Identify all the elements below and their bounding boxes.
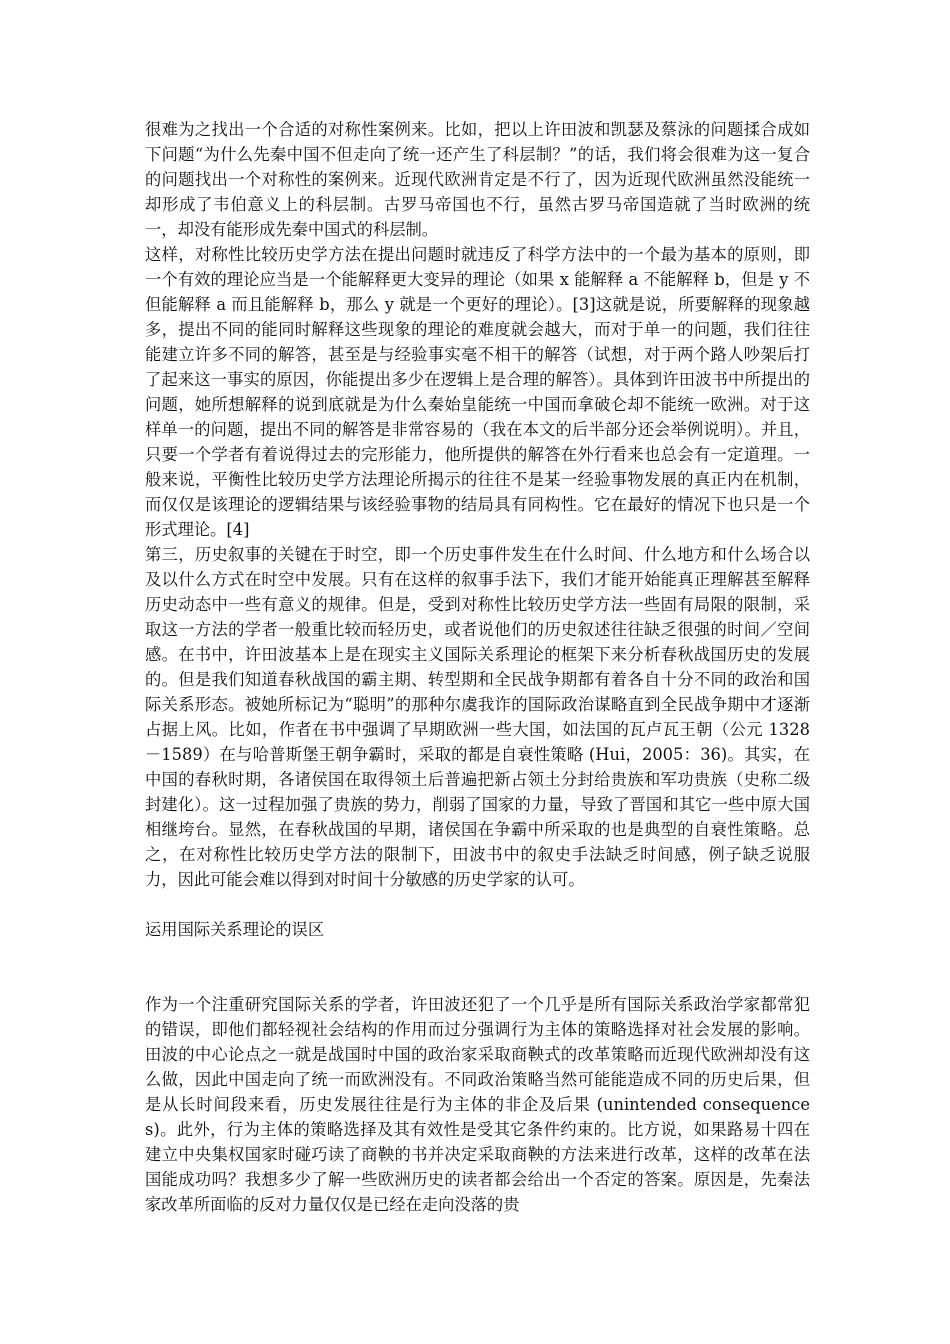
body-paragraph-2: 这样，对称性比较历史学方法在提出问题时就违反了科学方法中的一个最为基本的原则，即一个有效的理论应当是一个能解释更大变异的理论（如果 x 能解释 a 不能解释 b，但是 y 不但能解释 a 而且能解释 b，那么 y 就是一个更好的理论）。[3]这就是说，所要解释的现象越多，提出不同的能同时解释这些现象的理论的难度就会越大，而对于单一的问题，我们往往能建立许多不同的解答，甚至是与经验事实毫不相干的解答（试想，对于两个路人吵架后打了起来这一事实的原因，你能提出多少在逻辑上是合理的解答）。具体到许田波书中所提出的问题，她所想解释的说到底就是为什么秦始皇能统一中国而拿破仑却不能统一欧洲。对于这样单一的问题，提出不同的解答是非常容易的（我在本文的后半部分还会举例说明）。并且，只要一个学者有着说得过去的完形能力，他所提供的解答在外行看来也总会有一定道理。一般来说，平衡性比较历史学方法理论所揭示的往往不是某一经验事物发展的真正内在机制，而仅仅是该理论的逻辑结果与该经验事物的结局具有同构性。它在最好的情况下也只是一个形式理论。[4] bbox=[145, 245, 810, 539]
section-heading: 运用国际关系理论的误区 bbox=[145, 920, 325, 939]
body-paragraph-3: 第三，历史叙事的关键在于时空，即一个历史事件发生在什么时间、什么地方和什么场合以及以什么方式在时空中发展。只有在这样的叙事手法下，我们才能开始能真正理解甚至解释历史动态中一些有意义的规律。但是，受到对称性比较历史学方法一些固有局限的限制，采取这一方法的学者一般重比较而轻历史，或者说他们的历史叙述往往缺乏很强的时间／空间感。在书中，许田波基本上是在现实主义国际关系理论的框架下来分析春秋战国历史的发展的。但是我们知道春秋战国的霸主期、转型期和全民战争期都有着各自十分不同的政治和国际关系形态。被她所标记为“聪明”的那种尔虞我诈的国际政治谋略直到全民战争期中才逐渐占据上风。比如，作者在书中强调了早期欧洲一些大国，如法国的瓦卢瓦王朝（公元 1328－1589）在与哈普斯堡王朝争霸时，采取的都是自衰性策略 (Hui，2005：36)。其实，在中国的春秋时期，各诸侯国在取得领土后普遍把新占领土分封给贵族和军功贵族（史称二级封建化）。这一过程加强了贵族的势力，削弱了国家的力量，导致了晋国和其它一些中原大国相继垮台。显然，在春秋战国的早期，诸侯国在争霸中所采取的也是典型的自衰性策略。总之，在对称性比较历史学方法的限制下，田波书中的叙史手法缺乏时间感，例子缺乏说服力，因此可能会难以得到对时间十分敏感的历史学家的认可。 bbox=[145, 545, 810, 889]
body-paragraph-1: 很难为之找出一个合适的对称性案例来。比如，把以上许田波和凯瑟及蔡泳的问题揉合成如下问题“为什么先秦中国不但走向了统一还产生了科层制？”的话，我们将会很难为这一复合的问题找出一个对称性的案例来。近现代欧洲肯定是不行了，因为近现代欧洲虽然没能统一却形成了韦伯意义上的科层制。古罗马帝国也不行，虽然古罗马帝国造就了当时欧洲的统一，却没有能形成先秦中国式的科层制。 bbox=[145, 120, 810, 239]
body-paragraph-4: 作为一个注重研究国际关系的学者，许田波还犯了一个几乎是所有国际关系政治学家都常犯的错误，即他们都轻视社会结构的作用而过分强调行为主体的策略选择对社会发展的影响。田波的中心论点之一就是战国时中国的政治家采取商鞅式的改革策略而近现代欧洲却没有这么做，因此中国走向了统一而欧洲没有。不同政治策略当然可能能造成不同的历史后果，但是从长时间段来看，历史发展往往是行为主体的非企及后果 (unintended consequences)。此外，行为主体的策略选择及其有效性是受其它条件约束的。比方说，如果路易十四在建立中央集权国家时碰巧读了商鞅的书并决定采取商鞅的方法来进行改革，这样的改革在法国能成功吗？我想多少了解一些欧洲历史的读者都会给出一个否定的答案。原因是，先秦法家改革所面临的反对力量仅仅是已经在走向没落的贵 bbox=[145, 995, 810, 1214]
